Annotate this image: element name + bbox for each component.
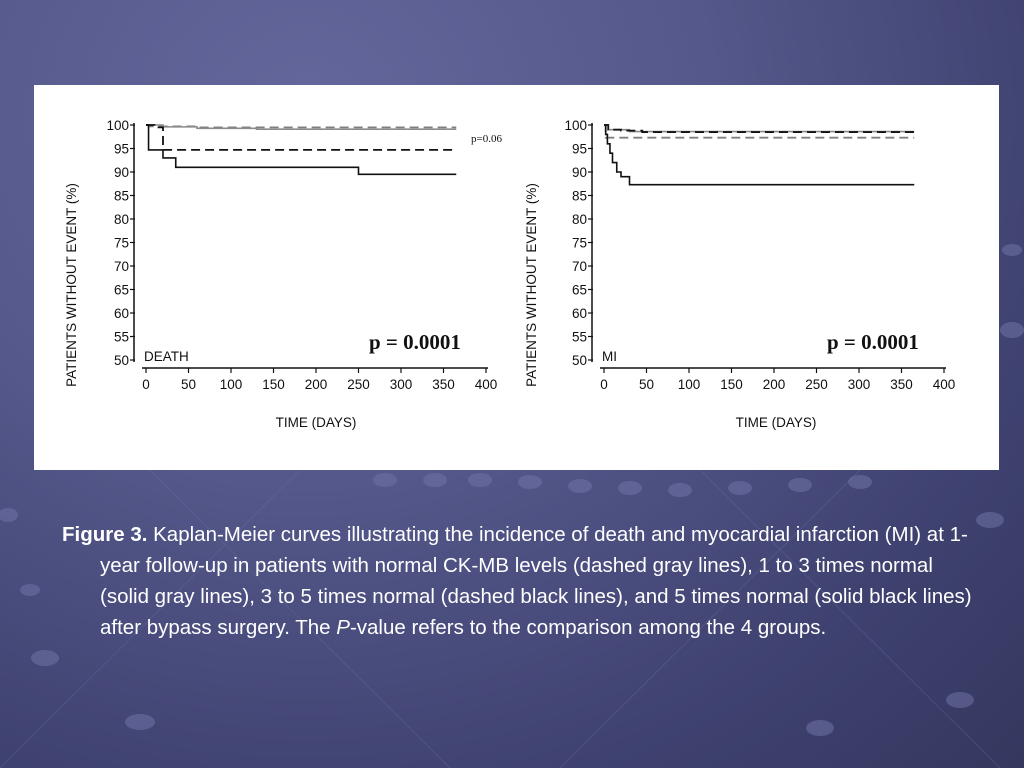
y-tick-label: 100 xyxy=(564,118,587,133)
x-tick-label: 250 xyxy=(805,377,828,392)
y-tick-label: 85 xyxy=(113,188,129,204)
p-value-annotation-small: p=0.06 xyxy=(471,133,502,145)
x-tick-label: 350 xyxy=(432,377,455,392)
x-tick-label: 350 xyxy=(890,377,913,392)
caption-italic-p: P xyxy=(336,616,350,639)
panel-label-mi: MI xyxy=(602,349,617,364)
x-tick-label: 400 xyxy=(474,377,498,392)
x-tick-label: 150 xyxy=(720,377,743,392)
y-tick-label: 65 xyxy=(571,282,587,298)
x-tick-label: 100 xyxy=(677,377,701,392)
x-axis-label: TIME (DAYS) xyxy=(275,415,357,430)
y-tick-label: 60 xyxy=(571,306,587,321)
x-tick-label: 300 xyxy=(389,377,413,392)
panel-label-death: DEATH xyxy=(144,349,189,364)
x-tick-label: 0 xyxy=(142,377,150,392)
y-tick-label: 95 xyxy=(571,141,587,157)
y-tick-label: 60 xyxy=(113,306,129,321)
x-tick-label: 0 xyxy=(600,377,608,392)
y-tick-label: 95 xyxy=(113,141,129,157)
x-tick-label: 250 xyxy=(347,377,370,392)
figure-panel xyxy=(34,85,999,470)
x-tick-label: 200 xyxy=(304,377,328,392)
y-tick-label: 100 xyxy=(106,118,129,133)
caption-label: Figure 3. xyxy=(62,523,148,546)
y-tick-label: 70 xyxy=(113,259,129,274)
p-value-annotation: p = 0.0001 xyxy=(827,330,919,354)
y-tick-label: 90 xyxy=(571,165,587,180)
y-tick-label: 65 xyxy=(113,282,129,298)
p-value-annotation: p = 0.0001 xyxy=(369,330,461,354)
caption-text-end: -value refers to the comparison among the 4 groups. xyxy=(349,616,827,639)
x-axis-label: TIME (DAYS) xyxy=(735,415,817,430)
x-tick-label: 150 xyxy=(262,377,285,392)
figure-caption xyxy=(62,519,982,643)
x-tick-label: 100 xyxy=(219,377,243,392)
y-tick-label: 75 xyxy=(113,235,129,251)
x-tick-label: 400 xyxy=(932,377,956,392)
y-tick-label: 55 xyxy=(113,329,129,345)
y-tick-label: 80 xyxy=(571,212,587,227)
y-tick-label: 70 xyxy=(571,259,587,274)
y-tick-label: 80 xyxy=(113,212,129,227)
y-tick-label: 75 xyxy=(571,235,587,251)
kaplan-meier-figure xyxy=(34,85,999,470)
x-tick-label: 300 xyxy=(847,377,871,392)
km-curve-solid-gray xyxy=(604,125,914,132)
caption-text: Kaplan-Meier curves illustrating the incidence of death and myocardial infarction (MI) at 1-year follow-up in patients with normal CK-MB levels (dashed gray lines), 1 to 3 times normal (solid gray lines), 3 to 5 times normal (dashed black lines), and 5 times normal (solid black lines) after bypass surgery. The xyxy=(100,523,972,639)
y-tick-label: 85 xyxy=(571,188,587,204)
y-tick-label: 50 xyxy=(113,353,129,368)
y-tick-label: 90 xyxy=(113,165,129,180)
death-panel xyxy=(64,118,502,430)
x-tick-label: 200 xyxy=(762,377,786,392)
x-tick-label: 50 xyxy=(180,377,197,392)
y-tick-label: 50 xyxy=(571,353,587,368)
x-tick-label: 50 xyxy=(638,377,655,392)
y-tick-label: 55 xyxy=(571,329,587,345)
mi-panel xyxy=(524,118,955,430)
y-axis-label: PATIENTS WITHOUT EVENT (%) xyxy=(524,183,539,387)
km-curve-solid-black xyxy=(604,125,914,185)
y-axis-label: PATIENTS WITHOUT EVENT (%) xyxy=(64,183,79,387)
